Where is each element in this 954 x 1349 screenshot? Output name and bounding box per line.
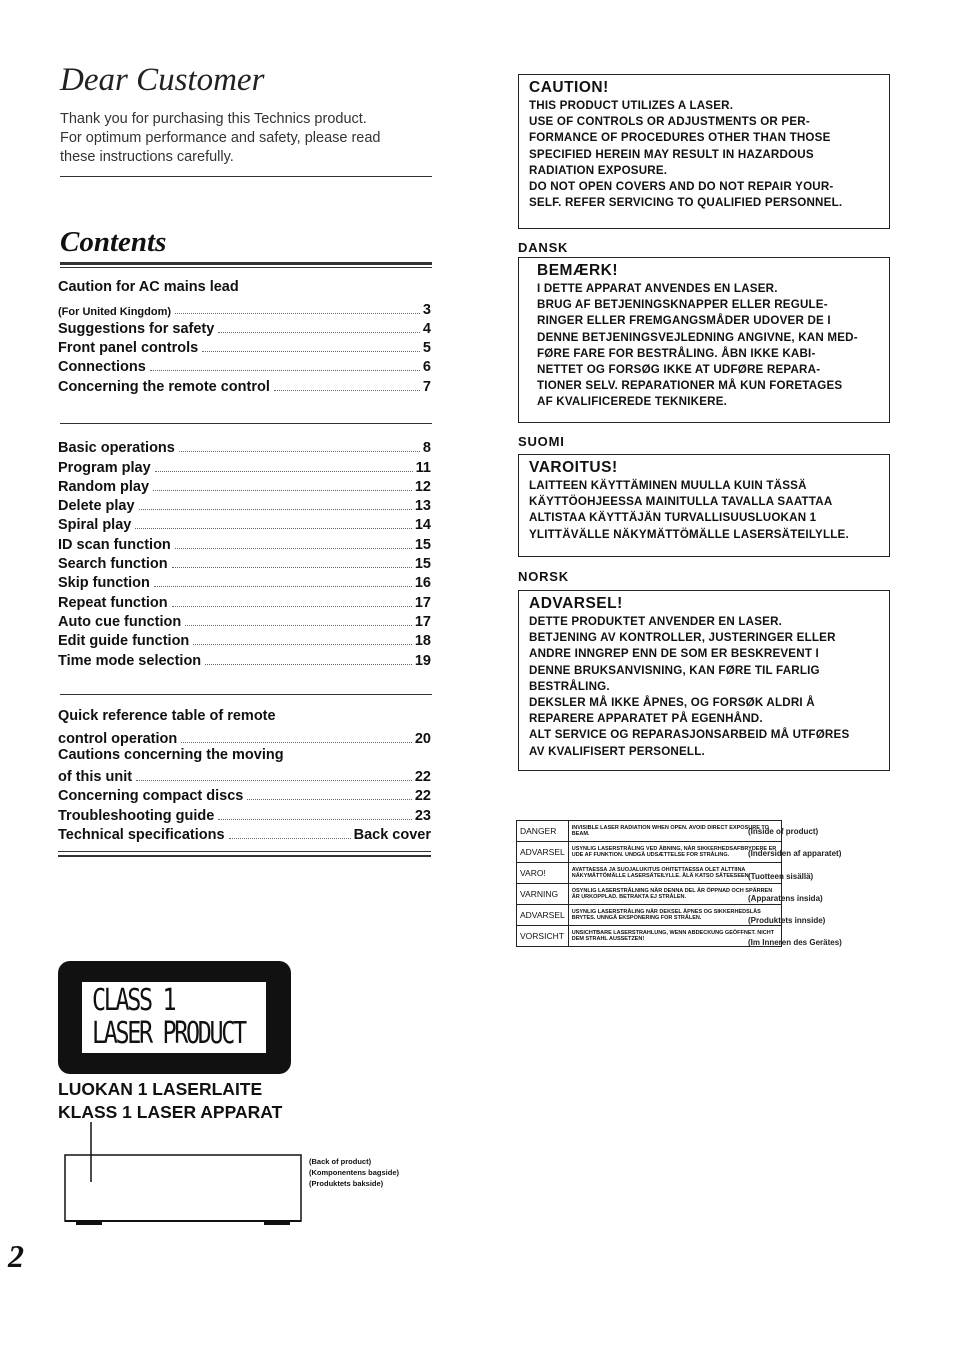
toc-entry-label: Troubleshooting guide (58, 807, 215, 824)
suomi-line: ALTISTAA KÄYTTÄJÄN TURVALLISUUSLUOKAN 1 (529, 511, 817, 525)
toc-entry[interactable] (58, 375, 431, 394)
leader-dots (229, 838, 351, 839)
toc-entry[interactable] (58, 785, 431, 804)
toc-entry-label: Concerning compact discs (58, 788, 244, 805)
class-line-1: CLASS 1 (92, 983, 175, 1018)
toc-entry[interactable] (58, 476, 431, 495)
leader-dots (218, 332, 420, 333)
leader-dots (153, 490, 412, 491)
label-word: VARO! (517, 863, 569, 884)
intro-line: For optimum performance and safety, please read (60, 130, 381, 146)
toc-entry-label: (For United Kingdom) (58, 305, 172, 318)
toc-entry[interactable] (58, 298, 431, 317)
laser-warning-table (516, 820, 782, 947)
leader-dots (150, 370, 420, 371)
toc-entry-label: Random play (58, 478, 150, 495)
caution-box (518, 74, 890, 229)
toc-entry-label: Repeat function (58, 594, 168, 611)
toc-heading: Caution for AC mains lead (58, 279, 239, 295)
label-text: INVISIBLE LASER RADIATION WHEN OPEN. AVOID DIRECT EXPOSURE TO BEAM. (568, 821, 781, 842)
intro-text (60, 110, 440, 167)
label-word: ADVARSEL (517, 905, 569, 926)
toc-entry[interactable] (58, 591, 431, 610)
norsk-heading: ADVARSEL! (529, 595, 623, 612)
toc-entry-label: Quick reference table of remote (58, 708, 276, 724)
caution-line: USE OF CONTROLS OR ADJUSTMENTS OR PER- (529, 115, 810, 129)
caution-line: DO NOT OPEN COVERS AND DO NOT REPAIR YOUR- (529, 180, 834, 194)
lang-label-dansk: DANSK (518, 240, 569, 255)
divider (60, 267, 432, 268)
toc-entry-page: 18 (414, 633, 431, 650)
caption-line: (Back of product) (309, 1157, 372, 1166)
label-location: (Produktets innside) (748, 916, 826, 926)
toc-entry-page: 14 (414, 517, 431, 534)
norsk-line: ALT SERVICE OG REPARASJONSARBEID MÅ UTFØRES (529, 728, 850, 742)
label-word: DANGER (517, 821, 569, 842)
toc-entry-page: Back cover (353, 827, 431, 844)
dear-customer-title: Dear Customer (60, 62, 265, 98)
norsk-line: DENNE BRUKSANVISNING, KAN FØRE TIL FARLIG (529, 663, 820, 677)
toc-entry[interactable] (58, 824, 431, 843)
label-text: AVATTAESSA JA SUOJALUKITUS OHITETTAESSA OLET ALTTIINA NÄKYMÄTTÖMÄLLE LASERSÄTEILYLLE. ÄLÄ KATSO SÄTEESEEN. (568, 863, 781, 884)
toc-group-2 (58, 437, 431, 669)
toc-entry-label: Connections (58, 359, 146, 376)
dansk-heading: BEMÆRK! (537, 262, 618, 279)
label-text: USYNLIG LASERSTRÅLING NÅR DEKSEL ÅPNES OG SIKKERHEDSLÅS BRYTES. UNNGÅ EKSPONERING FOR STRÅLEN. (568, 905, 781, 926)
norsk-line: BETJENING AV KONTROLLER, JUSTERINGER ELLER (529, 631, 836, 645)
toc-entry[interactable] (58, 318, 431, 337)
toc-entry[interactable] (58, 611, 431, 630)
toc-entry-page: 7 (422, 378, 431, 395)
caption-line: (Komponentens bagside) (309, 1168, 400, 1177)
toc-entry-label: Auto cue function (58, 613, 182, 630)
class-label-text (92, 984, 245, 1050)
toc-entry-page: 20 (414, 730, 431, 747)
toc-entry-page: 6 (422, 359, 431, 376)
toc-entry-label: Edit guide function (58, 633, 190, 650)
toc-entry-label: Search function (58, 556, 168, 573)
toc-entry-page: 17 (414, 594, 431, 611)
toc-entry-page: 22 (414, 769, 431, 786)
toc-entry-label: Delete play (58, 498, 135, 515)
leader-dots (202, 351, 420, 352)
toc-entry-label: control operation (58, 730, 178, 747)
dansk-box (518, 257, 890, 423)
toc-entry-label: Concerning the remote control (58, 378, 270, 395)
label-location: (Indersiden af apparatet) (748, 849, 842, 859)
leader-dots (155, 471, 413, 472)
label-row (517, 884, 782, 905)
toc-entry-page: 16 (414, 575, 431, 592)
class-1-laser-label (58, 961, 291, 1074)
toc-entry-label: Front panel controls (58, 340, 199, 357)
leader-dots (185, 625, 412, 626)
caution-heading: CAUTION! (529, 79, 609, 96)
product-outline (65, 1155, 301, 1221)
toc-entry[interactable] (58, 456, 431, 475)
caution-line: FORMANCE OF PROCEDURES OTHER THAN THOSE (529, 131, 831, 145)
toc-entry-label: ID scan function (58, 536, 171, 553)
toc-entry-label: Technical specifications (58, 827, 225, 844)
label-text: UNSICHTBARE LASERSTRAHLUNG, WENN ABDECKUNG GEÖFFNET. NICHT DEM STRAHL AUSSETZEN! (568, 926, 781, 947)
label-row (517, 821, 782, 842)
leader-dots (247, 799, 412, 800)
label-word: ADVARSEL (517, 842, 569, 863)
dansk-line: BRUG AF BETJENINGSKNAPPER ELLER REGULE- (537, 298, 828, 312)
label-word: VARNING (517, 884, 569, 905)
toc-entry[interactable] (58, 514, 431, 533)
toc-entry-page: 19 (414, 652, 431, 669)
toc-entry-label: Spiral play (58, 517, 132, 534)
toc-entry[interactable] (58, 630, 431, 649)
leader-dots (139, 509, 412, 510)
toc-entry[interactable] (58, 495, 431, 514)
suomi-line: LAITTEEN KÄYTTÄMINEN MUULLA KUIN TÄSSÄ (529, 479, 807, 492)
toc-entry[interactable] (58, 533, 431, 552)
product-back-diagram (60, 1122, 310, 1232)
dansk-line: AF KVALIFICEREDE TEKNIKERE. (537, 395, 728, 409)
class-line-2: LASER PRODUCT (92, 1016, 245, 1051)
toc-entry[interactable] (58, 766, 431, 785)
toc-entry-label: Time mode selection (58, 652, 202, 669)
norsk-line: REPARERE APPARATET PÅ EGENHÅND. (529, 712, 763, 726)
label-text: OSYNLIG LASERSTRÅLNING NÄR DENNA DEL ÄR ÖPPNAD OCH SPÄRREN ÄR URKOPPLAD. BETRAKTA EJ STRÅLEN. (568, 884, 781, 905)
dansk-line: RINGER ELLER FREMGANGSMÅDER UDOVER DE I (537, 314, 831, 328)
toc-entry-page: 12 (414, 478, 431, 495)
divider (58, 855, 431, 857)
label-text: USYNLIG LASERSTRÅLING VED ÅBNING, NÅR SIKKERHEDSAFBRYDERE ER UDE AF FUNKTION. UNDGÅ UDSÆTTELSE FOR STRÅLING. (568, 842, 781, 863)
foot-left (76, 1221, 102, 1225)
back-of-product-captions (309, 1156, 399, 1189)
toc-entry-label: Cautions concerning the moving (58, 746, 284, 763)
leader-dots (274, 390, 420, 391)
label-row (517, 905, 782, 926)
toc-entry[interactable] (58, 572, 431, 591)
lang-label-norsk: NORSK (518, 569, 569, 584)
label-row (517, 842, 782, 863)
toc-entry-label: Program play (58, 459, 151, 476)
leader-dots (154, 586, 412, 587)
label-row (517, 863, 782, 884)
foot-right (264, 1221, 290, 1225)
suomi-line: YLITTÄVÄLLE NÄKYMÄTTÖMÄLLE LASERSÄTEILYLLE. (529, 527, 849, 541)
dansk-line: I DETTE APPARAT ANVENDES EN LASER. (537, 282, 778, 295)
norsk-line: ANDRE INNGREP ENN DE SOM ER BESKREVENT I (529, 647, 819, 661)
leader-dots (175, 548, 412, 549)
toc-entry-page: 17 (414, 613, 431, 630)
divider (60, 423, 432, 424)
label-locations (748, 821, 842, 955)
leader-dots (205, 664, 412, 665)
toc-entry[interactable] (58, 437, 431, 456)
label-location: (Tuotteen sisällä) (748, 871, 814, 881)
divider (60, 176, 432, 177)
toc-entry[interactable] (58, 337, 431, 356)
norsk-line: AV KVALIFISERT PERSONELL. (529, 744, 705, 758)
toc-entry-page: 8 (422, 440, 431, 457)
toc-entry-label: of this unit (58, 769, 133, 786)
toc-entry-label: Skip function (58, 575, 150, 592)
toc-entry-page: 4 (422, 320, 431, 337)
toc-entry-label: Suggestions for safety (58, 320, 215, 337)
suomi-heading: VAROITUS! (529, 459, 618, 476)
norsk-line: DETTE PRODUKTET ANVENDER EN LASER. (529, 615, 783, 628)
toc-entry-page: 22 (414, 788, 431, 805)
intro-line: these instructions carefully. (60, 149, 234, 165)
toc-entry-page: 11 (415, 459, 431, 476)
label-location: (Apparatens insida) (748, 893, 823, 903)
klass-text: KLASS 1 LASER APPARAT (58, 1102, 283, 1122)
suomi-box (518, 454, 890, 557)
toc-entry-page: 5 (422, 340, 431, 357)
caution-line: SPECIFIED HEREIN MAY RESULT IN HAZARDOUS (529, 147, 814, 161)
caution-line: SELF. REFER SERVICING TO QUALIFIED PERSONNEL. (529, 196, 843, 210)
divider (60, 694, 432, 695)
caption-line: (Produktets bakside) (309, 1179, 384, 1188)
caution-line: THIS PRODUCT UTILIZES A LASER. (529, 99, 734, 112)
suomi-line: KÄYTTÖOHJEESSA MAINITULLA TAVALLA SAATTAA (529, 495, 833, 509)
leader-dots (172, 606, 412, 607)
toc-entry[interactable] (58, 727, 431, 746)
contents-title: Contents (60, 226, 167, 258)
toc-entry[interactable] (58, 553, 431, 572)
label-word: VORSICHT (517, 926, 569, 947)
toc-entry[interactable] (58, 804, 431, 823)
norsk-box (518, 590, 890, 771)
toc-entry-page: 15 (414, 556, 431, 573)
toc-entry-page: 23 (414, 807, 431, 824)
caution-line: RADIATION EXPOSURE. (529, 163, 668, 177)
leader-dots (181, 742, 412, 743)
leader-dots (175, 313, 420, 314)
norsk-line: DEKSLER MÅ IKKE ÅPNES, OG FORSØK ALDRI Å (529, 696, 815, 710)
toc-entry[interactable] (58, 649, 431, 668)
leader-dots (218, 819, 412, 820)
toc-entry-label: Basic operations (58, 440, 175, 457)
dansk-line: FØRE FARE FOR BESTRÅLING. ÅBN IKKE KABI- (537, 346, 816, 360)
leader-dots (193, 644, 412, 645)
leader-dots (135, 528, 412, 529)
lang-label-suomi: SUOMI (518, 434, 565, 449)
divider (60, 262, 432, 265)
toc-entry-page: 3 (422, 301, 431, 318)
divider (58, 851, 431, 852)
toc-entry-page: 15 (414, 536, 431, 553)
dansk-line: NETTET OG FORSØG IKKE AT UDFØRE REPARA- (537, 363, 821, 377)
norsk-line: BESTRÅLING. (529, 679, 610, 693)
label-location: (Inside of product) (748, 827, 819, 836)
intro-line: Thank you for purchasing this Technics product. (60, 111, 367, 127)
toc-group-1 (58, 279, 431, 395)
page-number: 2 (8, 1238, 24, 1274)
toc-entry-page: 13 (414, 498, 431, 515)
label-row (517, 926, 782, 947)
toc-group-3 (58, 708, 431, 843)
label-location: (Im Inneren des Gerätes) (748, 938, 842, 948)
toc-entry[interactable] (58, 356, 431, 375)
dansk-line: TIONER SELV. REPARATIONER MÅ KUN FORETAGES (537, 379, 843, 393)
leader-dots (172, 567, 412, 568)
leader-dots (179, 451, 420, 452)
laser-warning-label (516, 820, 782, 947)
luokan-text: LUOKAN 1 LASERLAITE (58, 1079, 263, 1099)
class-label-plate (82, 982, 266, 1053)
dansk-line: DENNE BETJENINGSVEJLEDNING ANGIVNE, KAN MED- (537, 330, 858, 344)
leader-dots (136, 780, 412, 781)
